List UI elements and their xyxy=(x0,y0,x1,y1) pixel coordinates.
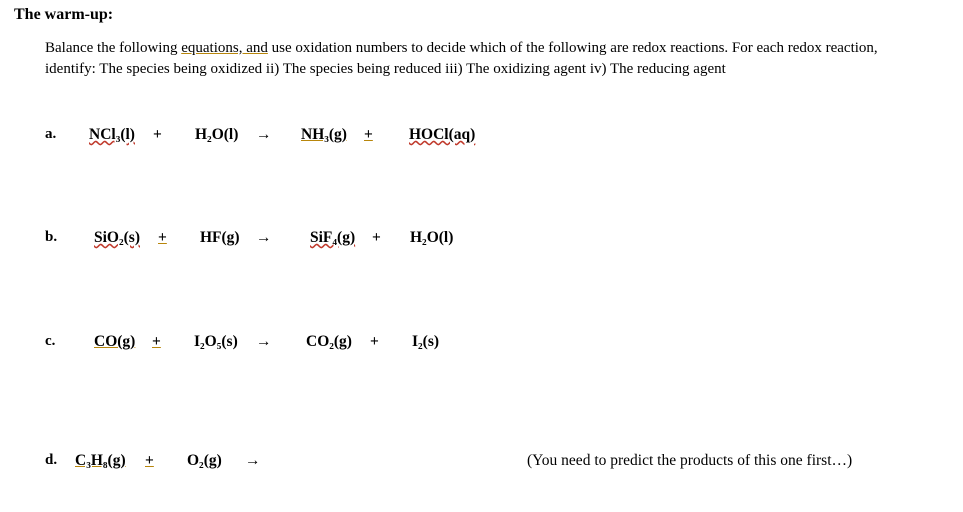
reaction-d-arrow: → xyxy=(245,452,261,469)
reaction-c-product-2: I₂(s) xyxy=(412,333,440,350)
reaction-d-plus-1: + xyxy=(145,452,154,469)
reaction-c-reactant-1: CO(g) xyxy=(94,333,136,350)
reaction-c-label: c. xyxy=(45,333,56,349)
reaction-a-reactant-2: H₂O(l) xyxy=(195,126,239,143)
reaction-a-label: a. xyxy=(45,126,57,142)
reaction-c-reactant-2: I₂O₅(s) xyxy=(194,333,238,350)
reaction-c-plus-2: + xyxy=(370,333,379,350)
reaction-b-plus-2: + xyxy=(372,229,381,246)
reaction-a-plus-1: + xyxy=(153,126,162,143)
reaction-c-plus-1: + xyxy=(152,333,161,350)
reaction-d-reactant-1: C₃H₈(g) xyxy=(75,452,126,469)
instructions xyxy=(45,38,925,80)
reaction-d-reactant-2: O₂(g) xyxy=(187,452,222,469)
reaction-b-plus-1: + xyxy=(158,229,167,246)
reaction-b-product-2: H₂O(l) xyxy=(410,229,454,246)
page-title: The warm-up: xyxy=(14,6,114,23)
reaction-a-plus-2: + xyxy=(364,126,373,143)
instructions-part1: Balance the following xyxy=(45,40,182,56)
reaction-c-product-1: CO₂(g) xyxy=(306,333,352,350)
reaction-d-label: d. xyxy=(45,452,58,468)
reaction-b-reactant-2: HF(g) xyxy=(200,229,240,246)
reaction-d-note: (You need to predict the products of this one first…) xyxy=(527,452,853,469)
reaction-b-label: b. xyxy=(45,229,58,245)
reaction-a-arrow: → xyxy=(256,126,272,143)
reaction-b-reactant-1: SiO₂(s) xyxy=(94,229,140,246)
instructions-underlined: equations, and xyxy=(181,40,268,56)
reaction-b-arrow: → xyxy=(256,229,272,246)
reaction-b-product-1: SiF₄(g) xyxy=(310,229,356,246)
reaction-c-arrow: → xyxy=(256,333,272,350)
reaction-a-product-1: NH₃(g) xyxy=(301,126,347,143)
reaction-a-reactant-1: NCl₃(l) xyxy=(89,126,135,143)
instructions-part2: use oxidation numbers to decide which of the following are redox reactions. For each redox reaction, identify: The species being oxidized ii) The species being reduced iii) The oxidizing agent iv) The reducing agent xyxy=(45,40,878,77)
reaction-a-product-2: HOCl(aq) xyxy=(409,126,476,143)
